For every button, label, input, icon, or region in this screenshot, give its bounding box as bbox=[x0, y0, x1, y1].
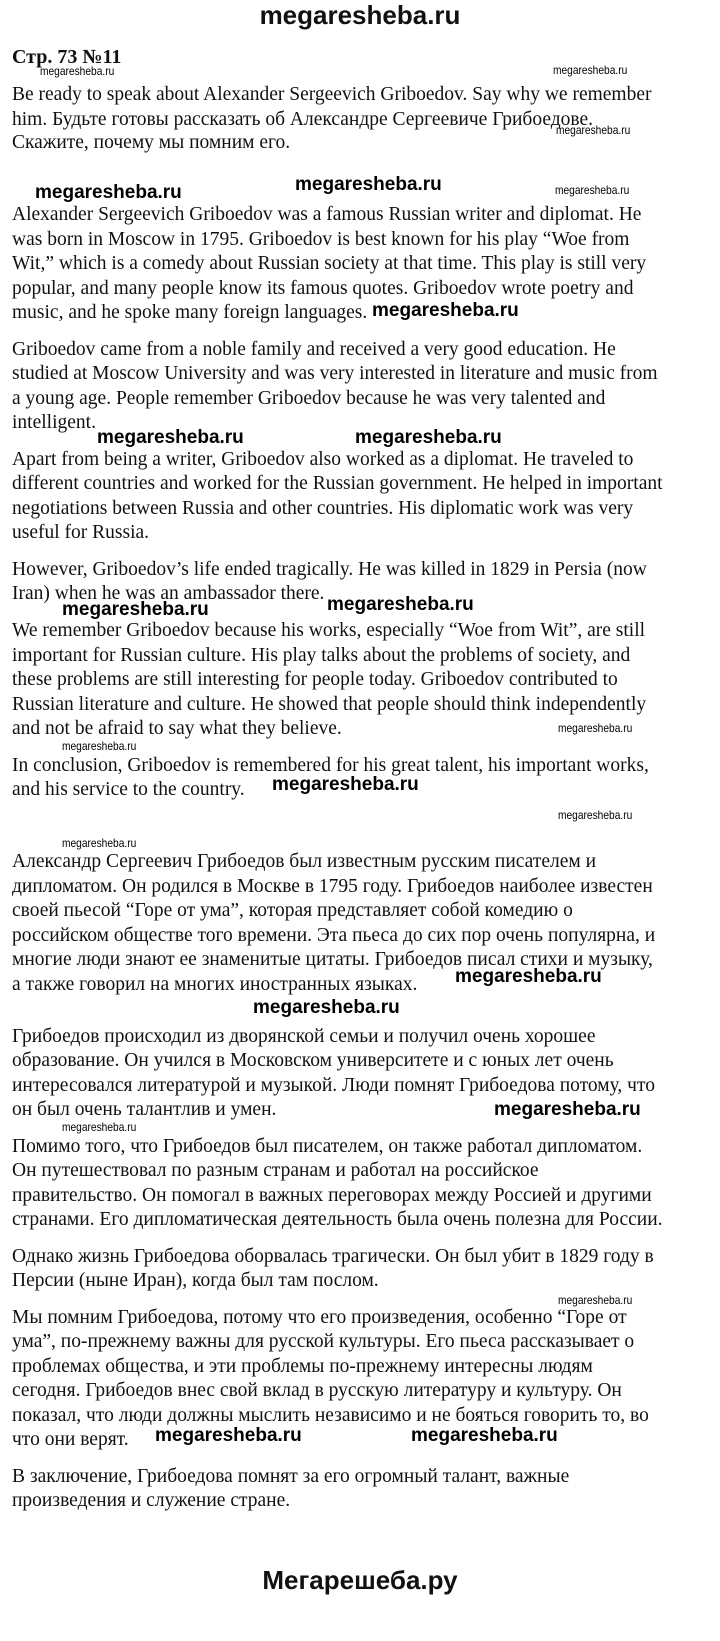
russian-paragraph-line: Он путешествовал по разным странам и работал на российское bbox=[12, 1160, 539, 1181]
english-paragraph-line: studied at Moscow University and was very interested in literature and music from bbox=[12, 363, 658, 384]
russian-paragraph-line: что они верят. bbox=[12, 1429, 129, 1450]
watermark: megaresheba.ru bbox=[455, 966, 602, 987]
watermark-small: megaresheba.ru bbox=[555, 183, 630, 197]
russian-paragraph-line: проблемах общества, и эти проблемы по-прежнему интересны людям bbox=[12, 1356, 593, 1377]
site-footer: Мегарешеба.ру bbox=[262, 1565, 458, 1595]
watermark-small: megaresheba.ru bbox=[556, 123, 631, 137]
watermark-small: megaresheba.ru bbox=[62, 836, 137, 850]
watermark: megaresheba.ru bbox=[327, 594, 474, 615]
russian-paragraph-line: произведения и служение стране. bbox=[12, 1490, 291, 1511]
exercise-title: Стр. 73 №11 bbox=[12, 46, 122, 68]
english-paragraph-line: and not be afraid to say what they believe. bbox=[12, 718, 342, 739]
russian-paragraph-line: Грибоедов происходил из дворянской семьи и получил очень хорошее bbox=[12, 1026, 596, 1047]
watermark-small: megaresheba.ru bbox=[62, 739, 137, 753]
watermark: megaresheba.ru bbox=[295, 174, 442, 195]
watermark-small: megaresheba.ru bbox=[553, 63, 628, 77]
watermark: megaresheba.ru bbox=[372, 300, 519, 321]
russian-paragraph-line: В заключение, Грибоедова помнят за его огромный талант, важные bbox=[12, 1466, 570, 1487]
english-paragraph-line: popular, and many people know its famous quotes. Griboedov wrote poetry and bbox=[12, 278, 634, 299]
russian-paragraph-line: многие люди знают ее знаменитые цитаты. Грибоедов писал стихи и музыку, bbox=[12, 949, 653, 970]
watermark-small: megaresheba.ru bbox=[62, 1120, 137, 1134]
english-paragraph-line: negotiations between Russia and other countries. His diplomatic work was very bbox=[12, 498, 634, 519]
watermark: megaresheba.ru bbox=[411, 1425, 558, 1446]
watermark: megaresheba.ru bbox=[494, 1099, 641, 1120]
english-paragraph-line: useful for Russia. bbox=[12, 522, 150, 543]
watermark: megaresheba.ru bbox=[253, 997, 400, 1018]
russian-paragraph-line: Александр Сергеевич Грибоедов был известным русским писателем и bbox=[12, 851, 597, 872]
russian-paragraph-line: он был очень талантлив и умен. bbox=[12, 1099, 277, 1120]
english-paragraph-line: In conclusion, Griboedov is remembered for his great talent, his important works, bbox=[12, 755, 649, 776]
russian-paragraph-line: Помимо того, что Грибоедов был писателем, он также работал дипломатом. bbox=[12, 1136, 643, 1157]
english-paragraph-line: Apart from being a writer, Griboedov also worked as a diplomat. He traveled to bbox=[12, 449, 634, 470]
watermark: megaresheba.ru bbox=[272, 774, 419, 795]
english-paragraph-line: important for Russian culture. His play talks about the problems of society, and bbox=[12, 645, 631, 666]
watermark-small: megaresheba.ru bbox=[40, 64, 115, 78]
russian-paragraph-line: интересовался литературой и музыкой. Люди помнят Грибоедова потому, что bbox=[12, 1075, 656, 1096]
english-paragraph-line: these problems are still interesting for people today. Griboedov contributed to bbox=[12, 669, 618, 690]
english-paragraph-line: intelligent. bbox=[12, 412, 96, 433]
watermark: megaresheba.ru bbox=[155, 1425, 302, 1446]
watermark-small: megaresheba.ru bbox=[558, 808, 633, 822]
watermark: megaresheba.ru bbox=[35, 182, 182, 203]
watermark: megaresheba.ru bbox=[355, 427, 502, 448]
russian-paragraph-line: дипломатом. Он родился в Москве в 1795 году. Грибоедов наиболее известен bbox=[12, 876, 653, 897]
russian-paragraph-line: своей пьесой “Горе от ума”, которая представляет собой комедию о bbox=[12, 900, 573, 921]
english-paragraph-line: Russian literature and culture. He showed that people should think independently bbox=[12, 694, 647, 715]
russian-paragraph-line: показал, что люди должны мыслить независимо и не бояться говорить то, во bbox=[12, 1405, 649, 1426]
russian-paragraph-line: Мы помним Грибоедова, потому что его произведения, особенно “Горе от bbox=[12, 1307, 627, 1328]
site-header: megaresheba.ru bbox=[259, 0, 461, 30]
russian-paragraph-line: а также говорил на многих иностранных языках. bbox=[12, 974, 418, 995]
english-paragraph-line: Iran) when he was an ambassador there. bbox=[12, 583, 325, 604]
task-line: Be ready to speak about Alexander Sergeevich Griboedov. Say why we remember bbox=[12, 84, 652, 105]
english-paragraph-line: music, and he spoke many foreign languages. bbox=[12, 302, 368, 323]
english-paragraph-line: a young age. People remember Griboedov because he was very talented and bbox=[12, 388, 606, 409]
english-paragraph-line: Griboedov came from a noble family and received a very good education. He bbox=[12, 339, 616, 360]
english-paragraph-line: was born in Moscow in 1795. Griboedov is best known for his play “Woe from bbox=[12, 229, 630, 250]
english-paragraph-line: However, Griboedov’s life ended tragically. He was killed in 1829 in Persia (now bbox=[12, 559, 647, 580]
watermark: megaresheba.ru bbox=[62, 599, 209, 620]
task-line: him. Будьте готовы рассказать об Александре Сергеевиче Грибоедове. bbox=[12, 109, 594, 130]
watermark-small: megaresheba.ru bbox=[558, 721, 633, 735]
watermark: megaresheba.ru bbox=[97, 427, 244, 448]
russian-paragraph-line: странами. Его дипломатическая деятельность была очень полезна для России. bbox=[12, 1209, 663, 1230]
english-paragraph-line: We remember Griboedov because his works, especially “Woe from Wit”, are still bbox=[12, 620, 646, 641]
watermark-small: megaresheba.ru bbox=[558, 1293, 633, 1307]
english-paragraph-line: Wit,” which is a comedy about Russian society at that time. This play is still very bbox=[12, 253, 647, 274]
russian-paragraph-line: сегодня. Грибоедов внес свой вклад в русскую литературу и культуру. Он bbox=[12, 1380, 622, 1401]
russian-paragraph-line: Персии (ныне Иран), когда был там послом. bbox=[12, 1270, 379, 1291]
task-line: Скажите, почему мы помним его. bbox=[12, 132, 291, 153]
russian-paragraph-line: образование. Он учился в Московском университете и с юных лет очень bbox=[12, 1050, 614, 1071]
english-paragraph-line: Alexander Sergeevich Griboedov was a famous Russian writer and diplomat. He bbox=[12, 204, 642, 225]
russian-paragraph-line: ума”, по-прежнему важны для русской культуры. Его пьеса рассказывает о bbox=[12, 1331, 635, 1352]
russian-paragraph-line: российском обществе того времени. Эта пьеса до сих пор очень популярна, и bbox=[12, 925, 656, 946]
english-paragraph-line: different countries and worked for the Russian government. He helped in important bbox=[12, 473, 663, 494]
russian-paragraph-line: Однако жизнь Грибоедова оборвалась трагически. Он был убит в 1829 году в bbox=[12, 1246, 654, 1267]
english-paragraph-line: and his service to the country. bbox=[12, 779, 245, 800]
russian-paragraph-line: правительство. Он помогал в важных переговорах между Россией и другими bbox=[12, 1185, 652, 1206]
